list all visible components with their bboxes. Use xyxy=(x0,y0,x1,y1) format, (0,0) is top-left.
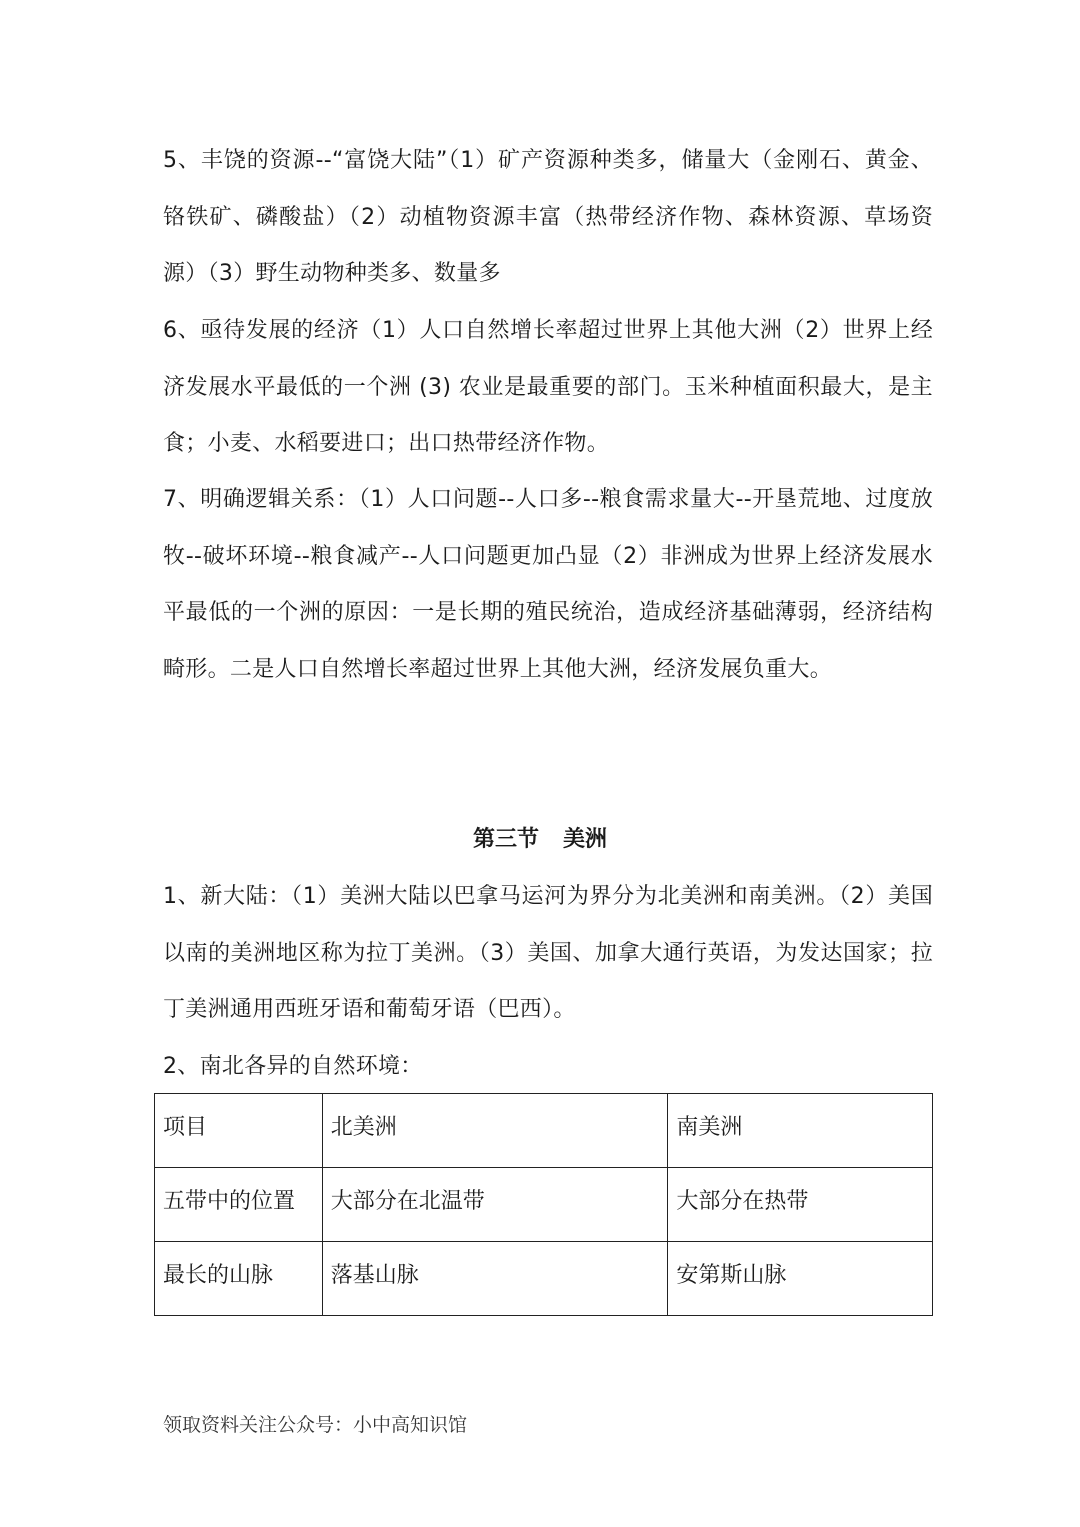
table-cell: 五带中的位置 xyxy=(155,1168,323,1242)
table-cell: 大部分在热带 xyxy=(668,1168,933,1242)
paragraph-economy: 6、亟待发展的经济（1）人口自然增长率超过世界上其他大洲（2）世界上经济发展水平最低的一个洲 (3) 农业是最重要的部门。玉米种植面积最大，是主食；小麦、水稻要进口；出口热带经济作物。 xyxy=(163,318,933,456)
paragraph-natural-env: 2、南北各异的自然环境： xyxy=(163,1054,423,1079)
table-row xyxy=(155,1242,933,1316)
table-cell: 落基山脉 xyxy=(322,1242,668,1316)
section-number: 第三节 xyxy=(472,827,539,852)
table-row xyxy=(155,1168,933,1242)
table-cell: 项目 xyxy=(155,1094,323,1168)
paragraph-logic: 7、明确逻辑关系：（1）人口问题--人口多--粮食需求量大--开垦荒地、过度放牧--破坏环境--粮食减产--人口问题更加凸显（2）非洲成为世界上经济发展水平最低的一个洲的原因：一是长期的殖民统治，造成经济基础薄弱，经济结构畸形。二是人口自然增长率超过世界上其他大洲，经济发展负重大。 xyxy=(163,487,933,682)
table-header-row xyxy=(155,1094,933,1168)
section-name: 美洲 xyxy=(563,827,608,852)
table-cell: 大部分在北温带 xyxy=(322,1168,668,1242)
comparison-table xyxy=(154,1093,933,1316)
footer-note: 领取资料关注公众号：小中高知识馆 xyxy=(163,1414,468,1436)
section-title xyxy=(0,820,1080,860)
table-cell: 南美洲 xyxy=(668,1094,933,1168)
table-cell: 安第斯山脉 xyxy=(668,1242,933,1316)
table-cell: 北美洲 xyxy=(322,1094,668,1168)
table-cell: 最长的山脉 xyxy=(155,1242,323,1316)
paragraph-new-continent: 1、新大陆：（1）美洲大陆以巴拿马运河为界分为北美洲和南美洲。（2）美国以南的美洲地区称为拉丁美洲。（3）美国、加拿大通行英语，为发达国家；拉丁美洲通用西班牙语和葡萄牙语（巴西）。 xyxy=(163,884,933,1022)
paragraph-resources: 5、丰饶的资源--“富饶大陆”（1）矿产资源种类多，储量大（金刚石、黄金、铬铁矿、磷酸盐）（2）动植物资源丰富（热带经济作物、森林资源、草场资源）（3）野生动物种类多、数量多 xyxy=(163,148,933,286)
